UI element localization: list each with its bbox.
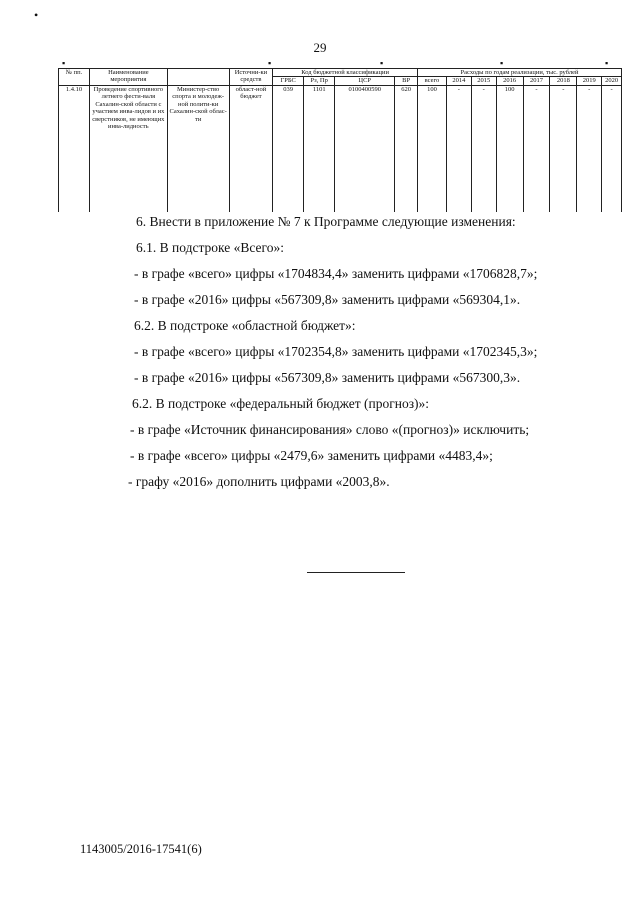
- scan-mark: ▪: [500, 58, 504, 68]
- paragraph: - в графе «2016» цифры «567309,8» заменить цифрами «569304,1».: [134, 292, 521, 307]
- cell-csr: 0100400590: [335, 85, 395, 212]
- page-number: 29: [313, 40, 327, 55]
- paragraph: 6.2. В подстроке «федеральный бюджет (прогноз)»:: [132, 396, 430, 411]
- subheader-cell: 2015: [471, 77, 496, 85]
- subheader-cell: 2016: [496, 77, 523, 85]
- cell-2017: -: [523, 85, 550, 212]
- subheader-cell: всего: [418, 77, 447, 85]
- subheader-cell: ЦСР: [335, 77, 395, 85]
- paragraph: - графу «2016» дополнить цифрами «2003,8».: [128, 474, 390, 489]
- cell-name: Проведение спортивного летнего фести-валя Сахалин-ской области с участием инва-лидов и их сверстников, не имеющих инва-лидность: [90, 85, 168, 212]
- cell-2015: -: [471, 85, 496, 212]
- subheader-cell: 2014: [446, 77, 471, 85]
- cell-2016: 100: [496, 85, 523, 212]
- scan-mark: ▪: [268, 58, 272, 68]
- cell-rzpr: 1101: [304, 85, 335, 212]
- subheader-cell: Рз, Пр: [304, 77, 335, 85]
- subheader-cell: ГРБС: [273, 77, 304, 85]
- cell-2014: -: [446, 85, 471, 212]
- table-header-row: [59, 69, 622, 77]
- subheader-cell: 2020: [602, 77, 622, 85]
- paragraph: - в графе «всего» цифры «2479,6» заменить цифрами «4483,4»;: [130, 448, 493, 463]
- budget-table: [58, 68, 622, 212]
- scan-mark: ▪: [380, 58, 384, 68]
- header-expenses: Расходы по годам реализации, тыс. рублей: [418, 69, 622, 77]
- header-source: Источни-ки средств: [229, 69, 272, 86]
- cell-2018: -: [550, 85, 577, 212]
- cell-executor: Министер-ство спорта и молодеж-ной полити-ки Сахалин-ской облас-ти: [167, 85, 229, 212]
- cell-num: 1.4.10: [59, 85, 90, 212]
- document-code: 1143005/2016-17541(6): [80, 842, 202, 856]
- paragraph: 6.2. В подстроке «областной бюджет»:: [134, 318, 356, 333]
- table-row: [59, 85, 622, 212]
- subheader-cell: 2019: [577, 77, 602, 85]
- scan-mark: ▪: [62, 58, 66, 68]
- paragraph: - в графе «всего» цифры «1704834,4» заменить цифрами «1706828,7»;: [134, 266, 538, 281]
- paragraph: - в графе «Источник финансирования» слово «(прогноз)» исключить;: [130, 422, 530, 437]
- header-name: Наименование мероприятия: [90, 69, 168, 86]
- scan-mark: ▪: [605, 58, 609, 68]
- paragraph-heading: 6. Внести в приложение № 7 к Программе следующие изменения:: [136, 214, 516, 229]
- paragraph: - в графе «2016» цифры «567309,8» заменить цифрами «567300,3».: [134, 370, 521, 385]
- cell-vr: 620: [395, 85, 418, 212]
- cell-2020: -: [602, 85, 622, 212]
- subheader-cell: 2017: [523, 77, 550, 85]
- subheader-cell: 2018: [550, 77, 577, 85]
- cell-2019: -: [577, 85, 602, 212]
- paragraph: - в графе «всего» цифры «1702354,8» заменить цифрами «1702345,3»;: [134, 344, 538, 359]
- header-num: № пп.: [59, 69, 90, 86]
- cell-total: 100: [418, 85, 447, 212]
- paragraph: 6.1. В подстроке «Всего»:: [136, 240, 284, 255]
- page-dot-mark: •: [34, 8, 39, 22]
- subheader-cell: ВР: [395, 77, 418, 85]
- header-budget-code: Код бюджетной классификации: [273, 69, 418, 77]
- section-divider: [307, 572, 405, 573]
- header-executor: [167, 69, 229, 86]
- cell-source: област-ной бюджет: [229, 85, 272, 212]
- cell-grbs: 039: [273, 85, 304, 212]
